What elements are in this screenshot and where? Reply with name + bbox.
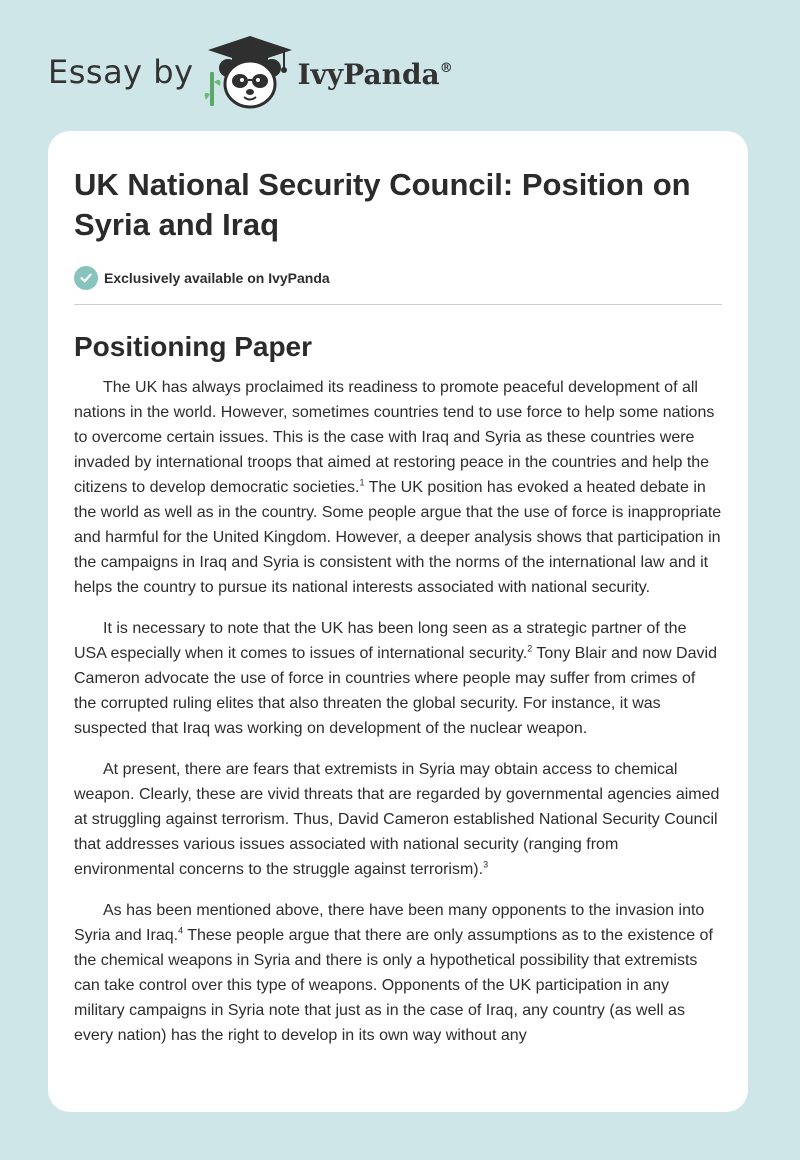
paragraph-text: As has been mentioned above, there have been many opponents to the invasion into Syria and Iraq. bbox=[74, 902, 705, 944]
body-paragraph bbox=[74, 616, 722, 741]
panda-logo-icon[interactable] bbox=[204, 34, 296, 110]
footnote-ref[interactable]: 2 bbox=[527, 643, 533, 654]
page-title: UK National Security Council: Position on Syria and Iraq bbox=[74, 167, 691, 242]
divider bbox=[74, 304, 722, 305]
body-paragraph bbox=[74, 898, 722, 1048]
check-icon bbox=[74, 266, 98, 290]
exclusive-label: Exclusively available on IvyPanda bbox=[104, 270, 330, 286]
registered-mark: ® bbox=[439, 60, 453, 76]
paragraph-text: Tony Blair and now David Cameron advocate the use of force in countries where people may suffer from crimes of the corrupted ruling elites that also threaten the global security. For instance, it was suspected that Iraq was working on development of the nuclear weapon. bbox=[74, 645, 717, 737]
paragraph-text: The UK position has evoked a heated debate in the world as well as in the country. Some people argue that the use of force is inappropriate and harmful for the United Kingdom. However, a deeper analysis shows that participation in the campaigns in Iraq and Syria is consistent with the norms of the international law and it helps the country to pursue its national interests associated with national security. bbox=[74, 479, 722, 596]
footnote-ref[interactable]: 3 bbox=[483, 859, 489, 870]
paragraph-text: These people argue that there are only assumptions as to the existence of the chemical weapons in Syria and there is only a hypothetical possibility that extremists can take control over this type of weapons. Opponents of the UK participation in any military campaigns in Syria note that just as in the case of Iraq, any country (as well as every nation) has the right to develop in its own way without any bbox=[74, 927, 713, 1044]
essay-by-label: Essay by bbox=[48, 53, 194, 91]
paragraph-text: It is necessary to note that the UK has been long seen as a strategic partner of the USA especially when it comes to issues of international security. bbox=[74, 620, 687, 662]
section-title: Positioning Paper bbox=[74, 331, 313, 362]
exclusive-badge bbox=[74, 266, 722, 290]
brand-name[interactable]: IvyPanda® bbox=[297, 57, 453, 91]
footnote-ref[interactable]: 1 bbox=[359, 477, 365, 488]
essay-card bbox=[48, 131, 748, 1112]
body-paragraph bbox=[74, 757, 722, 882]
footnote-ref[interactable]: 4 bbox=[178, 925, 184, 936]
paragraph-text: At present, there are fears that extremists in Syria may obtain access to chemical weapon. Clearly, these are vivid threats that are regarded by governmental agencies aimed at struggling against terrorism. Thus, David Cameron established National Security Council that addresses various issues associated with national security (ranging from environmental concerns to the struggle against terrorism). bbox=[74, 761, 720, 878]
paragraph-text: The UK has always proclaimed its readiness to promote peaceful development of all nations in the world. However, sometimes countries tend to use force to help some nations to overcome certain issues. This is the case with Iraq and Syria as these countries were invaded by international troops that aimed at restoring peace in the countries and help the citizens to develop democratic societies. bbox=[74, 379, 715, 496]
essay-body bbox=[74, 375, 722, 1048]
site-header bbox=[48, 34, 453, 110]
body-paragraph bbox=[74, 375, 722, 600]
